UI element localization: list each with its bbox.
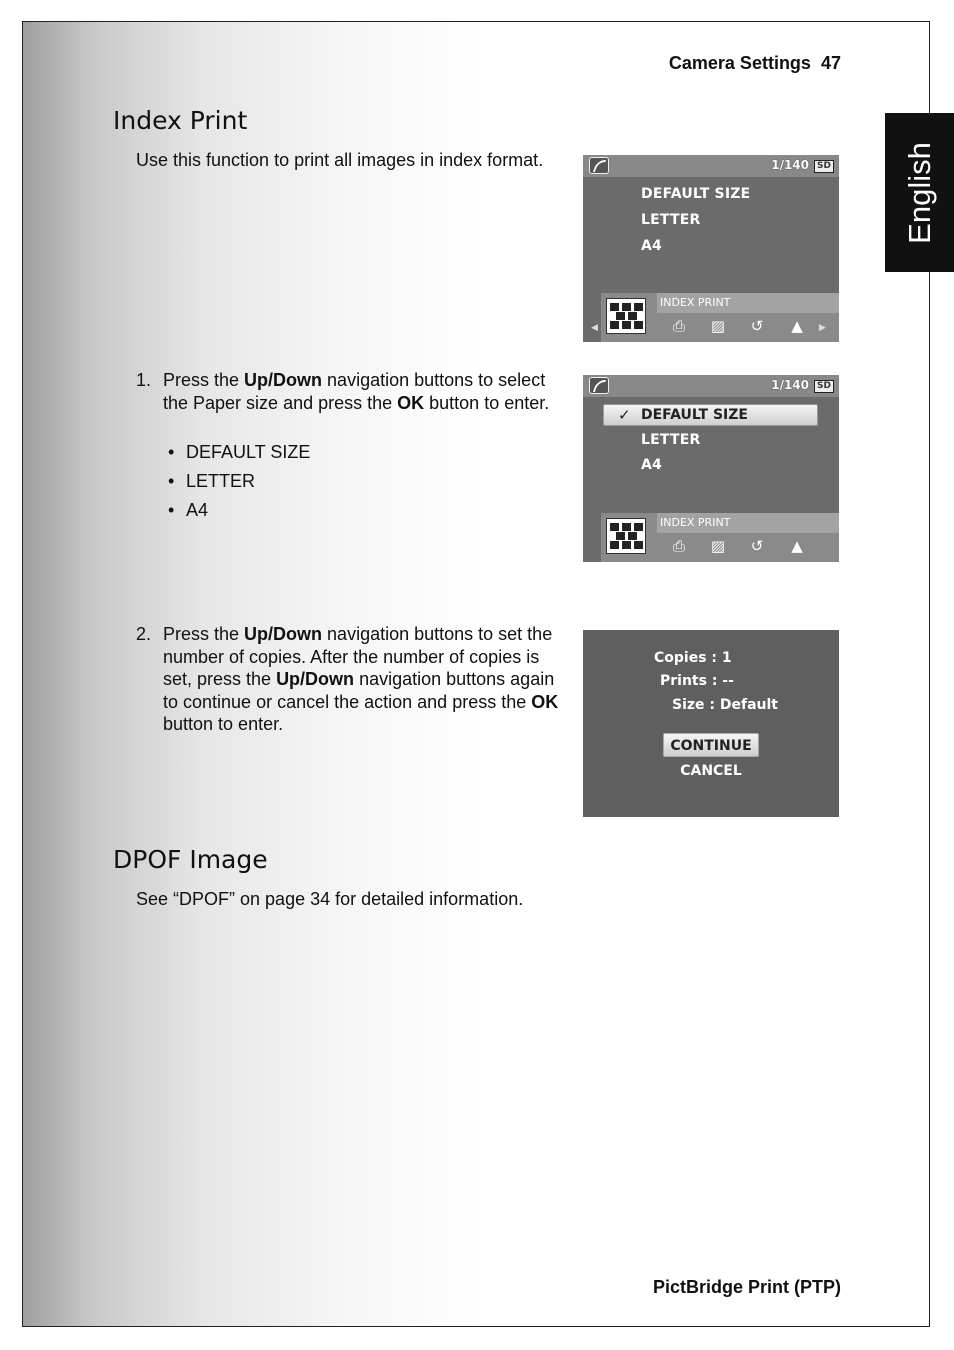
language-tab [885,113,954,272]
screen-bottom-bar [591,293,839,342]
header-page-number: 47 [820,53,841,73]
option-letter[interactable]: LETTER [641,432,701,448]
picture-icon[interactable]: ▲ [791,317,803,335]
image-counter: 1/140 [771,378,809,392]
camera-screen-paper-size [583,155,839,342]
screen-top-bar [583,375,839,397]
step-1-text-c: button to enter. [424,392,550,413]
index-print-intro: Use this function to print all images in index format. [136,150,544,170]
sd-card-icon: SD [814,380,834,393]
index-print-icon [606,518,646,554]
prints-readout: Prints : -- [660,673,734,689]
rotate-icon[interactable]: ↺ [750,537,764,555]
step-2-bold-a: Up/Down [244,624,323,644]
paper-size-list [168,442,310,529]
print-icon[interactable]: ⎙ [672,317,685,335]
step-2-text-d: button to enter. [163,714,284,734]
camera-screen-paper-size-selected [583,375,839,562]
step-2-text-c: navigation buttons again to continue or cancel the action and press the [163,669,555,712]
copies-readout: Copies : 1 [654,650,732,666]
step-1-text-b: navigation buttons to select the Paper size and press the [163,370,546,413]
option-label: DEFAULT SIZE [641,407,748,423]
option-default-size-selected[interactable] [603,404,818,426]
list-item: • DEFAULT SIZE [168,442,311,462]
header-section: Camera Settings [668,53,811,73]
page-header [669,53,841,74]
option-a4[interactable]: A4 [641,238,662,254]
sd-card-icon: SD [814,160,834,173]
step-2-text-b: navigation buttons to set the number of copies. After the number of copies is set, press the [163,624,553,689]
section-title-dpof-image: DPOF Image [113,845,268,874]
bar-label-index-print: INDEX PRINT [657,293,839,313]
step-1 [136,369,566,414]
continue-button[interactable]: CONTINUE [663,733,759,757]
picture-icon[interactable]: ▲ [791,537,803,555]
size-readout: Size : Default [672,697,778,713]
playback-mode-icon [589,377,609,394]
step-1-bold-a: Up/Down [244,370,323,390]
step-2-bold-b: Up/Down [276,669,355,689]
print-icon[interactable]: ⎙ [672,537,685,555]
option-default-size[interactable]: DEFAULT SIZE [641,186,751,202]
index-print-icon [606,298,646,334]
check-icon: ✓ [618,406,631,424]
list-item: • LETTER [168,471,256,491]
screen-top-bar [583,155,839,177]
step-2-number: 2. [136,624,152,644]
page-footer: PictBridge Print (PTP) [652,1277,841,1297]
left-arrow-icon[interactable]: ◀ [591,323,598,333]
step-1-bold-b: OK [397,392,425,413]
option-letter[interactable]: LETTER [641,212,701,228]
cancel-button[interactable]: CANCEL [680,763,742,779]
option-a4[interactable]: A4 [641,457,662,473]
right-arrow-icon[interactable]: ▶ [819,323,826,333]
images-icon[interactable]: ▨ [710,317,726,335]
step-1-number: 1. [136,370,152,390]
list-item: • A4 [168,500,209,520]
rotate-icon[interactable]: ↺ [750,317,764,335]
images-icon[interactable]: ▨ [710,537,726,555]
image-counter: 1/140 [771,158,809,172]
screen-bottom-bar [601,513,839,562]
language-tab-label: English [901,141,937,244]
camera-screen-print-confirm [583,630,839,817]
step-2 [136,623,566,736]
playback-mode-icon [589,157,609,174]
step-1-text-a: Press the [163,370,245,390]
step-2-bold-c: OK [531,691,559,712]
dpof-text: See “DPOF” on page 34 for detailed information. [136,889,524,909]
bar-label-index-print: INDEX PRINT [657,513,839,533]
step-2-text-a: Press the [163,624,245,644]
section-title-index-print: Index Print [113,106,248,135]
